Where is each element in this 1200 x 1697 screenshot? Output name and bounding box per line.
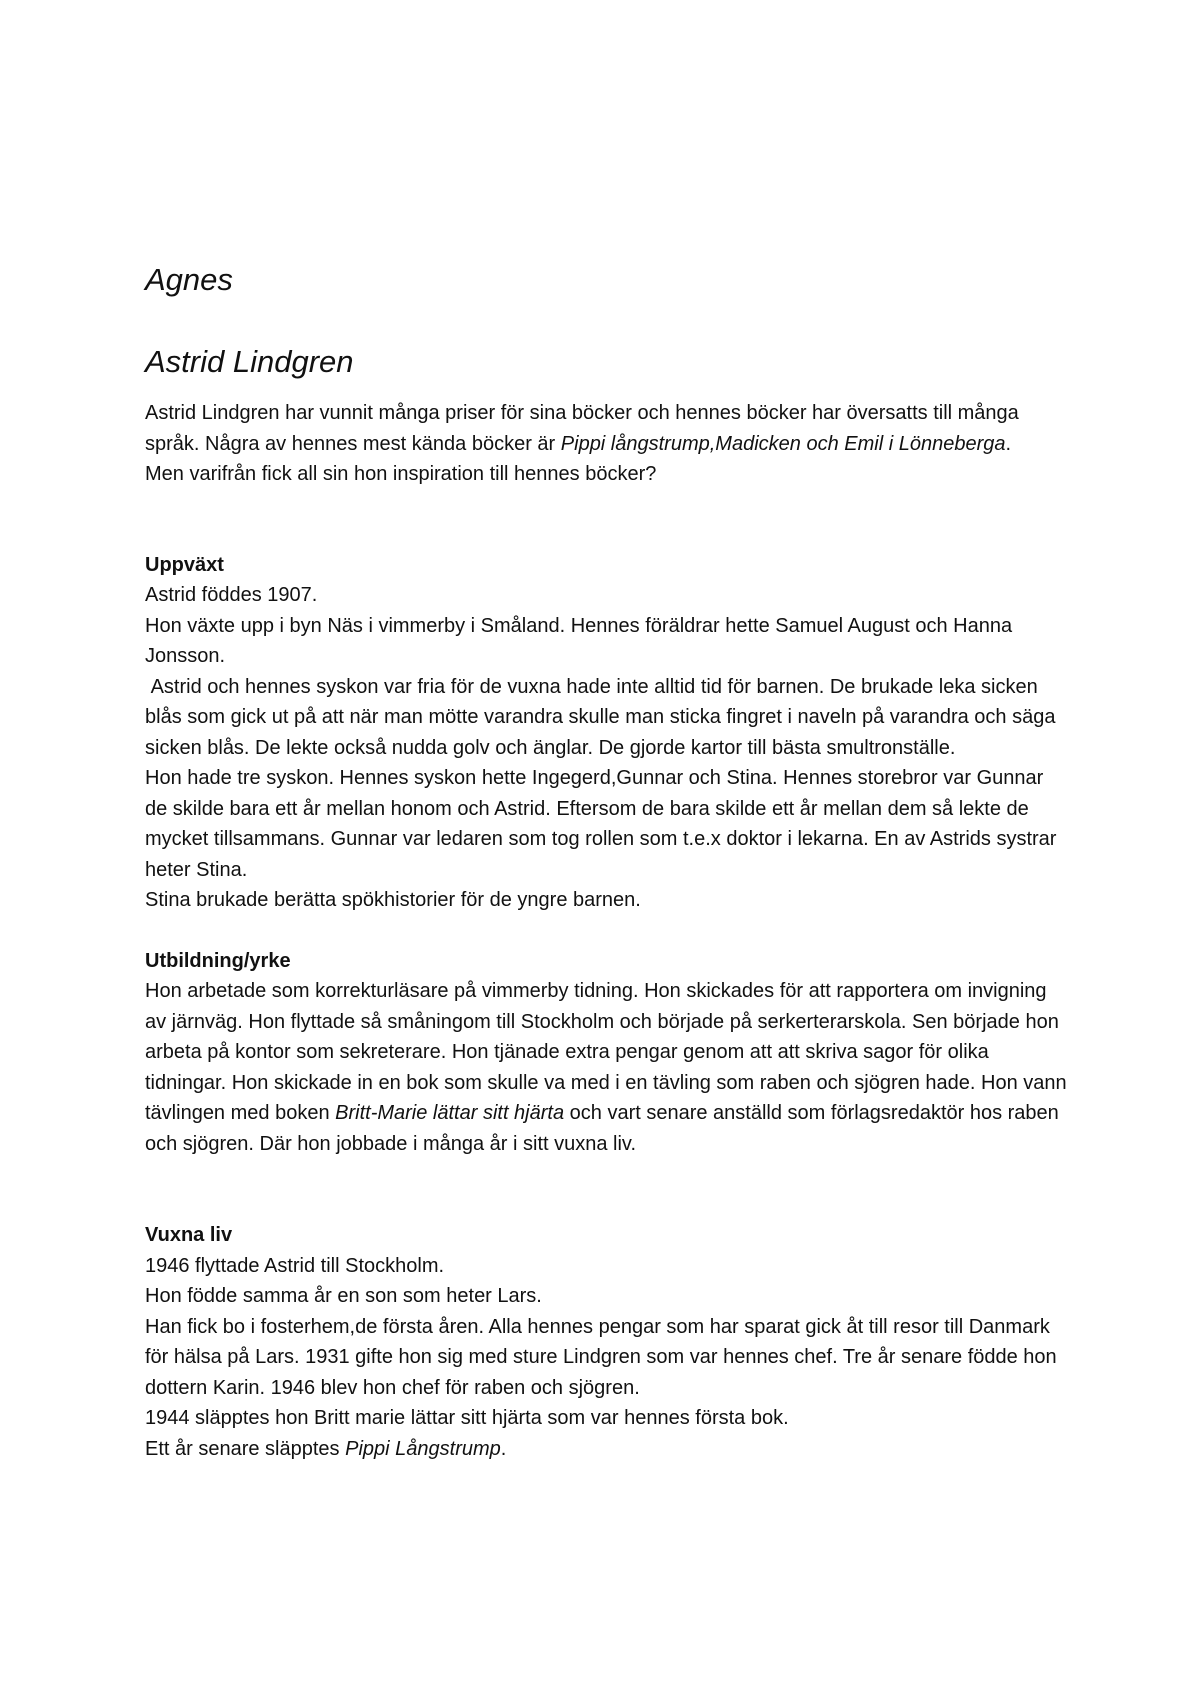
author-name: Agnes: [145, 262, 233, 297]
adult-life-book-title: Pippi Långstrump: [345, 1437, 501, 1460]
upbringing-paragraph: Stina brukade berätta spökhistorier för de yngre barnen.: [145, 889, 641, 911]
adult-life-section: [145, 1220, 1070, 1464]
intro-period: .: [1005, 432, 1012, 455]
adult-life-paragraph: 1944 släpptes hon Britt marie lättar sitt hjärta som var hennes första bok.: [145, 1407, 789, 1429]
upbringing-paragraph: Hon hade tre syskon. Hennes syskon hette Ingegerd,Gunnar och Stina. Hennes storebror var Gunnar de skilde bara ett år mellan honom och Astrid. Eftersom de bara skilde ett år mellan dem så lekte de mycket tillsammans. Gunnar var ledaren som tog rollen som t.e.x doktor i lekarna. En av Astrids systrar heter Stina.: [145, 767, 1057, 881]
section-heading-upbringing: Uppväxt: [145, 553, 224, 576]
intro-section: [145, 398, 1070, 490]
intro-text: Astrid Lindgren har vunnit många priser för sina böcker och hennes böcker har översatts till många språk. Några av hennes mest kända böcker är: [145, 402, 1019, 455]
section-heading-adult-life: Vuxna liv: [145, 1224, 233, 1246]
upbringing-paragraph: Hon växte upp i byn Näs i vimmerby i Småland. Hennes föräldrar hette Samuel August och Hanna Jonsson.: [145, 614, 1013, 667]
education-text: Hon arbetade som korrekturläsare på vimmerby tidning. Hon skickades för att rapportera om invigning av järnväg. Hon flyttade så småningom till Stockholm och började på serkerterarskola. Sen började hon arbeta på kontor som sekreterare. Hon tjänade extra pengar genom att att skriva sagor för olika tidningar. Hon skickade in en bok som skulle va med i en tävling som raben och sjögren hade. Hon vann tävlingen med boken: [145, 980, 1067, 1124]
adult-life-text: Ett år senare släpptes: [145, 1437, 346, 1460]
intro-paragraph: [145, 398, 1070, 459]
upbringing-paragraph: Astrid föddes 1907.: [145, 584, 318, 606]
education-paragraph: [145, 976, 1070, 1159]
adult-life-paragraph: Han fick bo i fosterhem,de första åren. Alla hennes pengar som har sparat gick åt till resor till Danmark för hälsa på Lars. 1931 gifte hon sig med sture Lindgren som var hennes chef. Tre år senare födde hon dottern Karin. 1946 blev hon chef för raben och sjögren.: [145, 1315, 1057, 1399]
adult-life-period: .: [500, 1437, 507, 1460]
adult-life-paragraph: 1946 flyttade Astrid till Stockholm.: [145, 1254, 445, 1277]
adult-life-paragraph: [145, 1434, 1070, 1465]
education-section: [145, 946, 1070, 1160]
document-body: [145, 258, 1070, 1464]
intro-book-titles: Pippi långstrump,Madicken och Emil i Lönneberga: [560, 432, 1006, 455]
section-heading-education: Utbildning/yrke: [145, 949, 291, 972]
upbringing-section: [145, 550, 1070, 916]
document-title: Astrid Lindgren: [145, 344, 354, 379]
intro-question: Men varifrån fick all sin hon inspiration till hennes böcker?: [145, 463, 657, 485]
upbringing-paragraph: Astrid och hennes syskon var fria för de vuxna hade inte alltid tid för barnen. De brukade leka sicken blås som gick ut på att när man mötte varandra skulle man sticka fingret i naveln på varandra och säga sicken blås. De lekte också nudda golv och änglar. De gjorde kartor till bästa smultronställe.: [145, 675, 1062, 759]
adult-life-paragraph: Hon födde samma år en son som heter Lars.: [145, 1285, 542, 1307]
education-text-end: och vart senare anställd som förlagsredaktör hos raben och sjögren. Där hon jobbade i många år i sitt vuxna liv.: [145, 1102, 1059, 1155]
education-book-title: Britt-Marie lättar sitt hjärta: [335, 1102, 565, 1124]
